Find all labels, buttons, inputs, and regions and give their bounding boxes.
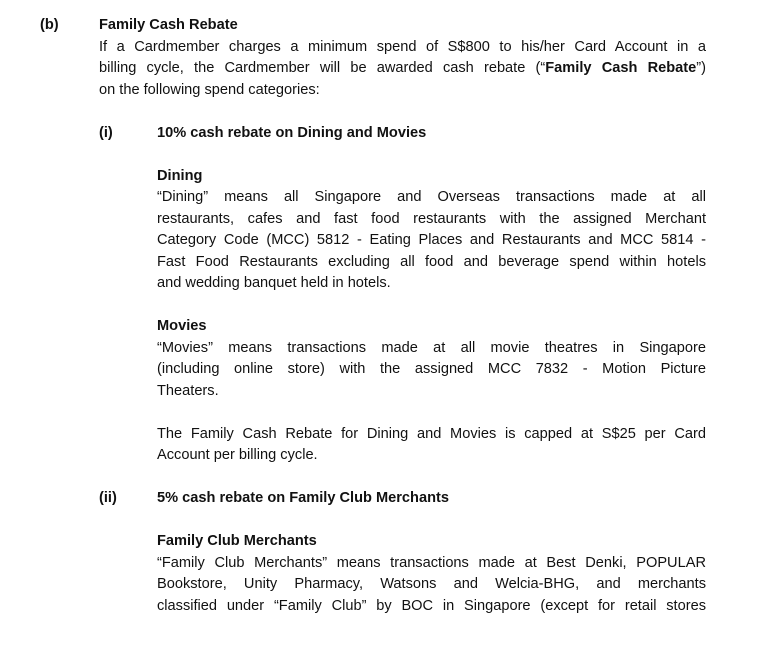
block-heading: Dining: [157, 167, 203, 184]
defined-term: Family Cash Rebate: [545, 60, 697, 76]
item-label: (i): [99, 124, 113, 141]
item-title: 10% cash rebate on Dining and Movies: [157, 124, 427, 141]
paragraph-line: Theaters.: [157, 382, 219, 399]
intro-line: If a Cardmember charges a minimum spend of S$800 to his/her Card Account in a: [99, 38, 706, 55]
paragraph-line: classified under “Family Club” by BOC in Singapore (except for retail stores: [157, 597, 706, 614]
section-title: Family Cash Rebate: [99, 17, 238, 33]
section-label: (b): [40, 17, 59, 33]
text-fragment: ”): [696, 60, 706, 76]
paragraph-line: Account per billing cycle.: [157, 447, 318, 463]
item-title: 5% cash rebate on Family Club Merchants: [157, 490, 449, 506]
paragraph-line: Bookstore, Unity Pharmacy, Watsons and Welcia-BHG, and merchants: [157, 576, 706, 592]
paragraph-line: and wedding banquet held in hotels.: [157, 275, 391, 291]
paragraph-line: restaurants, cafes and fast food restaurants with the assigned Merchant: [157, 210, 706, 227]
intro-line: on the following spend categories:: [99, 81, 320, 98]
paragraph-line: (including online store) with the assigned MCC 7832 - Motion Picture: [157, 361, 706, 377]
block-heading: Movies: [157, 318, 207, 334]
intro-line: [99, 58, 706, 80]
paragraph-line: “Movies” means transactions made at all movie theatres in Singapore: [157, 339, 706, 356]
text-fragment: billing cycle, the Cardmember will be awarded cash rebate (“: [99, 60, 546, 76]
paragraph-line: “Dining” means all Singapore and Overseas transactions made at all: [157, 189, 706, 205]
paragraph-line: “Family Club Merchants” means transactions made at Best Denki, POPULAR: [157, 554, 706, 571]
paragraph-line: Fast Food Restaurants excluding all food and beverage spend within hotels: [157, 253, 706, 270]
paragraph-line: Category Code (MCC) 5812 - Eating Places and Restaurants and MCC 5814 -: [157, 232, 706, 248]
item-label: (ii): [99, 490, 117, 506]
block-heading: Family Club Merchants: [157, 533, 317, 549]
paragraph-line: The Family Cash Rebate for Dining and Movies is capped at S$25 per Card: [157, 425, 706, 442]
